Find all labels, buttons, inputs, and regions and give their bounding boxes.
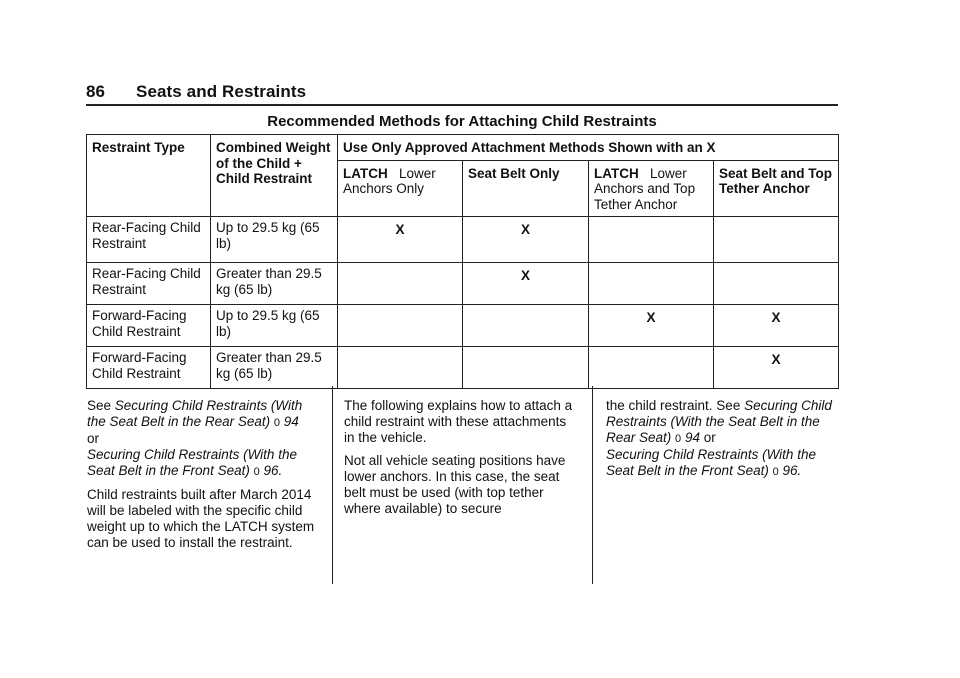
page-ref-94[interactable]: 94 xyxy=(283,414,299,429)
header-combined-weight: Combined Weight of the Child + Child Restraint xyxy=(211,135,338,217)
front-seat-reference-link[interactable]: Securing Child Restraints (With the Seat Belt in the Front Seat) xyxy=(87,447,297,478)
header-method-seat-belt-top-tether: Seat Belt and Top Tether Anchor xyxy=(714,160,839,217)
table-row xyxy=(87,305,839,347)
method2-mark xyxy=(463,347,589,389)
method3-rest: Lower Anchors and Top Tether Anchor xyxy=(594,165,696,212)
or-text: or xyxy=(87,431,100,446)
page-ref-96[interactable]: 96. xyxy=(782,463,802,478)
table-row xyxy=(87,217,839,263)
method1-mark xyxy=(338,347,463,389)
restraint-type-cell: Forward-Facing Child Restraint xyxy=(87,347,211,389)
page-ref-96[interactable]: 96. xyxy=(263,463,283,478)
method1-mark xyxy=(338,305,463,347)
attachment-methods-table xyxy=(86,134,839,389)
method3-mark xyxy=(589,305,714,347)
restraint-type-cell: Rear-Facing Child Restraint xyxy=(87,263,211,305)
header-rule xyxy=(86,104,838,106)
method3-bold: LATCH xyxy=(594,165,639,181)
or-text: or xyxy=(703,430,716,445)
page-header xyxy=(86,82,306,102)
method1-mark xyxy=(338,217,463,263)
lower-anchors-paragraph: Not all vehicle seating positions have lower anchors. In this case, the seat belt must be used (with top tether where available) to secure xyxy=(344,453,566,516)
rear-seat-reference-link[interactable]: Securing Child Restraints (With the Seat Belt in the Rear Seat) xyxy=(606,398,832,445)
column-divider xyxy=(592,386,593,584)
table-row xyxy=(87,263,839,305)
section-title: Seats and Restraints xyxy=(136,82,307,101)
cross-reference-paragraph xyxy=(87,398,323,480)
page-arrow-icon: 0 xyxy=(253,466,260,478)
mark-text: X xyxy=(520,268,530,283)
header-method-seat-belt: Seat Belt Only xyxy=(463,160,589,217)
cross-reference-paragraph xyxy=(606,398,842,480)
mark-text: X xyxy=(395,222,405,237)
text-column-middle xyxy=(344,398,580,524)
page-arrow-icon: 0 xyxy=(772,466,779,478)
mark-text: X xyxy=(520,222,530,237)
method4-mark xyxy=(714,217,839,263)
weight-cell: Greater than 29.5 kg (65 lb) xyxy=(211,263,338,305)
method3-mark xyxy=(589,217,714,263)
method3-mark xyxy=(589,263,714,305)
header-method-latch-lower-top xyxy=(589,160,714,217)
page-number: 86 xyxy=(86,82,106,101)
method1-mark xyxy=(338,263,463,305)
intro-paragraph: The following explains how to attach a child restraint with these attachments in the vehicle. xyxy=(344,398,573,445)
page-arrow-icon: 0 xyxy=(273,417,280,429)
weight-cell: Greater than 29.5 kg (65 lb) xyxy=(211,347,338,389)
page-arrow-icon: 0 xyxy=(675,433,682,445)
mark-text: X xyxy=(771,310,781,325)
method2-mark xyxy=(463,263,589,305)
weight-cell: Up to 29.5 kg (65 lb) xyxy=(211,217,338,263)
header-restraint-type: Restraint Type xyxy=(87,135,211,217)
mark-text: X xyxy=(646,310,656,325)
header-approved-methods: Use Only Approved Attachment Methods Shown with an X xyxy=(338,135,839,161)
table-row xyxy=(87,347,839,389)
front-seat-reference-link[interactable]: Securing Child Restraints (With the Seat Belt in the Front Seat) xyxy=(606,447,816,478)
see-text: See xyxy=(87,398,112,413)
method2-mark xyxy=(463,217,589,263)
column-divider xyxy=(332,386,333,584)
weight-cell: Up to 29.5 kg (65 lb) xyxy=(211,305,338,347)
lead-text: the child restraint. See xyxy=(606,398,741,413)
text-column-left xyxy=(87,398,323,558)
mark-text: X xyxy=(771,352,781,367)
method1-bold: LATCH xyxy=(343,165,388,181)
restraint-type-cell: Rear-Facing Child Restraint xyxy=(87,217,211,263)
method4-mark xyxy=(714,347,839,389)
method4-mark xyxy=(714,263,839,305)
table-title: Recommended Methods for Attaching Child Restraints xyxy=(267,113,657,130)
latch-label-paragraph: Child restraints built after March 2014 will be labeled with the specific child weight up to which the LATCH system can be used to install the restraint. xyxy=(87,487,315,550)
page-ref-94[interactable]: 94 xyxy=(684,430,700,445)
method4-mark xyxy=(714,305,839,347)
header-method-latch-lower xyxy=(338,160,463,217)
method2-mark xyxy=(463,305,589,347)
restraint-type-cell: Forward-Facing Child Restraint xyxy=(87,305,211,347)
method3-mark xyxy=(589,347,714,389)
rear-seat-reference-link[interactable]: Securing Child Restraints (With the Seat Belt in the Rear Seat) xyxy=(87,398,303,429)
method1-rest: Lower Anchors Only xyxy=(343,165,436,196)
text-column-right xyxy=(606,398,842,487)
